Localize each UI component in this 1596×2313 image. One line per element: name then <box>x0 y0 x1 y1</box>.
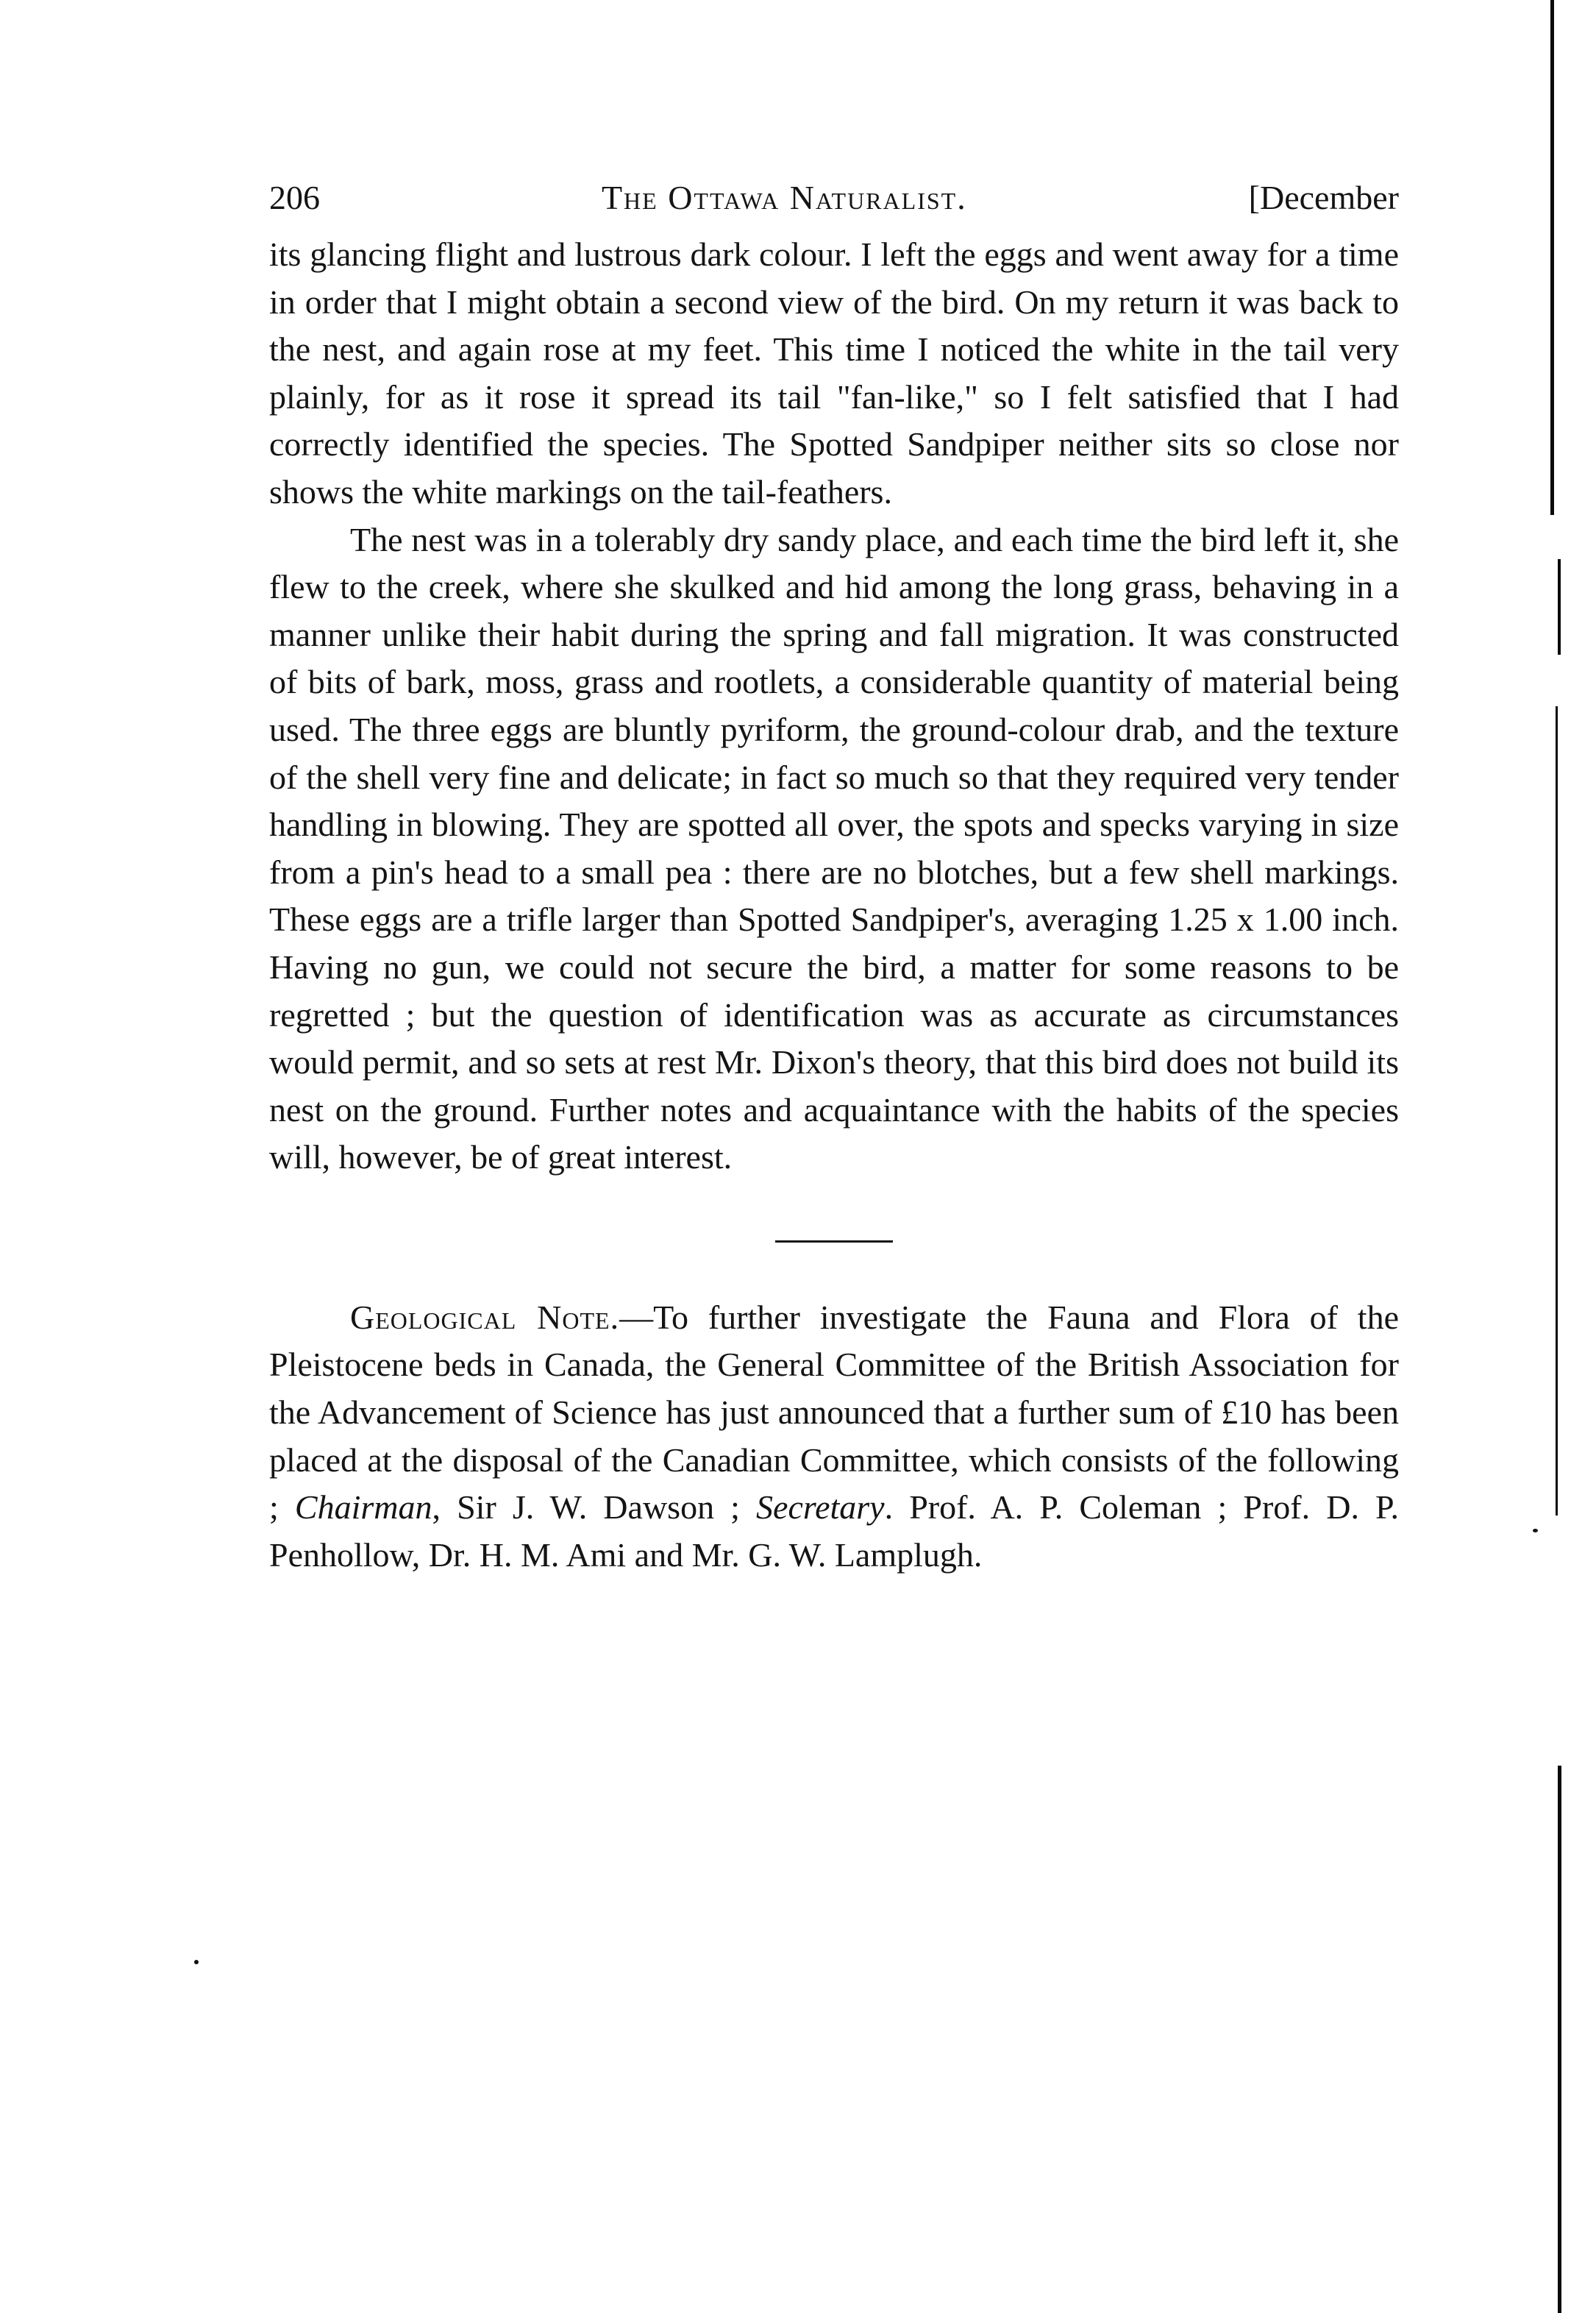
section-separator <box>775 1240 893 1243</box>
scan-edge-line-top <box>1550 0 1554 515</box>
issue-month: [December <box>1248 179 1399 216</box>
paragraph-1: its glancing flight and lustrous dark colour. I left the eggs and went away for a time in order that I might obtain a second view of the bird. On my return it was back to the nest, and again rose at my feet. This time I noticed the white in the tail very plainly, for as it rose it spread its tail "fan-like," so I felt satisfied that I had correctly identified the species. The Spotted Sandpiper neither sits so close nor shows the white markings on the tail-feathers. <box>269 235 1399 511</box>
scan-speck <box>1533 1529 1538 1532</box>
chairman-label: Chairman <box>294 1488 432 1527</box>
note-text-2: . Prof. A. P. Coleman ; Prof. D. P. Penhollow, Dr. H. M. Ami and Mr. G. W. Lamplugh. <box>269 1488 1400 1574</box>
scan-edge-line-lower <box>1556 706 1558 1516</box>
page-number: 206 <box>269 179 320 216</box>
chairman-name: , Sir J. W. Dawson ; <box>432 1488 757 1527</box>
running-head <box>269 174 1399 222</box>
note-heading: Geological Note. <box>350 1298 620 1336</box>
journal-title: The Ottawa Naturalist. <box>601 179 967 216</box>
secretary-label: Secretary <box>756 1488 885 1527</box>
paragraph-2: The nest was in a tolerably dry sandy place, and each time the bird left it, she flew to the creek, where she skulked and hid among the long grass, behaving in a manner unlike their habit during the spring and fall migration. It was constructed of bits of bark, moss, grass and rootlets, a considerable quantity of material being used. The three eggs are bluntly pyriform, the ground-colour drab, and the texture of the shell very fine and delicate; in fact so much so that they required very tender handling in blowing. They are spotted all over, the spots and specks varying in size from a pin's head to a small pea : there are no blotches, but a few shell markings. These eggs are a trifle larger than Spotted Sandpiper's, averaging 1.25 x 1.00 inch. Having no gun, we could not secure the bird, a matter for some reasons to be regretted ; but the question of identification was as accurate as circumstances would permit, and so sets at rest Mr. Dixon's theory, that this bird does not build its nest on the ground. Further notes and acquaintance with the habits of the species will, however, be of great interest. <box>269 520 1399 1176</box>
geological-note <box>269 1294 1399 1580</box>
note-text-1: —To further investigate the Fauna and Flora of the Pleistocene beds in Canada, the General Committee of the British Association for the Advancement of Science has just announced that a further sum of £10 has been placed at the disposal of the Canadian Committee, which consists of the following ; <box>269 1298 1399 1527</box>
scan-edge-line-bottom <box>1558 1766 1561 2313</box>
page-content <box>269 174 1399 1579</box>
scan-edge-line-middle <box>1558 559 1561 655</box>
scan-speck <box>194 1960 199 1964</box>
